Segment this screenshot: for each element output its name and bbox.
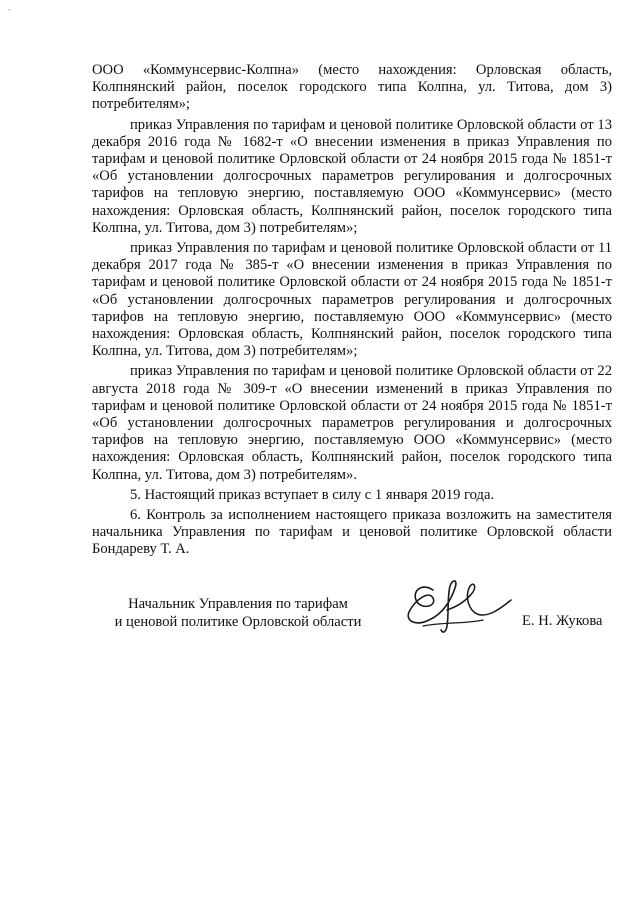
signatory-title-line-1: Начальник Управления по тарифам (128, 596, 348, 612)
handwritten-signature (403, 570, 518, 640)
paragraph-3: приказ Управления по тарифам и ценовой политике Орловской области от 11 декабря 2017 года № 385-т «О внесении изменения в приказ Управления по тарифам и ценовой политике Орловской области от 24 ноября 2015 года № 1851-т «Об установлении долгосрочных параметров регулирования и долгосрочных тарифов на тепловую энергию, поставляемую ООО «Коммунсервис» (место нахождения: Орловская область, Колпнянский район, поселок городского типа Колпна, ул. Титова, дом 3) потребителям»; (92, 240, 612, 360)
signatory-title (98, 595, 378, 631)
paragraph-6: 6. Контроль за исполнением настоящего приказа возложить на заместителя начальника Управления по тарифам и ценовой политике Орловской области Бондареву Т. А. (92, 507, 612, 558)
document-body (92, 62, 612, 562)
paragraph-2: приказ Управления по тарифам и ценовой политике Орловской области от 13 декабря 2016 года № 1682-т «О внесении изменения в приказ Управления по тарифам и ценовой политике Орловской области от 24 ноября 2015 года № 1851-т «Об установлении долгосрочных параметров регулирования и долгосрочных тарифов на тепловую энергию, поставляемую ООО «Коммунсервис» (место нахождения: Орловская область, Колпнянский район, поселок городского типа Колпна, ул. Титова, дом 3) потребителям»; (92, 116, 612, 236)
corner-mark: - (8, 4, 11, 14)
paragraph-4: приказ Управления по тарифам и ценовой политике Орловской области от 22 августа 2018 года № 309-т «О внесении изменений в приказ Управления по тарифам и ценовой политике Орловской области от 24 ноября 2015 года № 1851-т «Об установлении долгосрочных параметров регулирования и долгосрочных тарифов на тепловую энергию, поставляемую ООО «Коммунсервис» (место нахождения: Орловская область, Колпнянский район, поселок городского типа Колпна, ул. Титова, дом 3) потребителям». (92, 363, 612, 483)
paragraph-5: 5. Настоящий приказ вступает в силу с 1 января 2019 года. (130, 486, 495, 503)
signatory-name: Е. Н. Жукова (522, 613, 603, 629)
signatory-title-line-2: и ценовой политике Орловской области (114, 614, 362, 630)
paragraph-1: ООО «Коммунсервис-Колпна» (место нахождения: Орловская область, Колпнянский район, поселок городского типа Колпна, ул. Титова, дом 3) потребителям»; (92, 62, 612, 113)
signature-block (0, 565, 639, 645)
